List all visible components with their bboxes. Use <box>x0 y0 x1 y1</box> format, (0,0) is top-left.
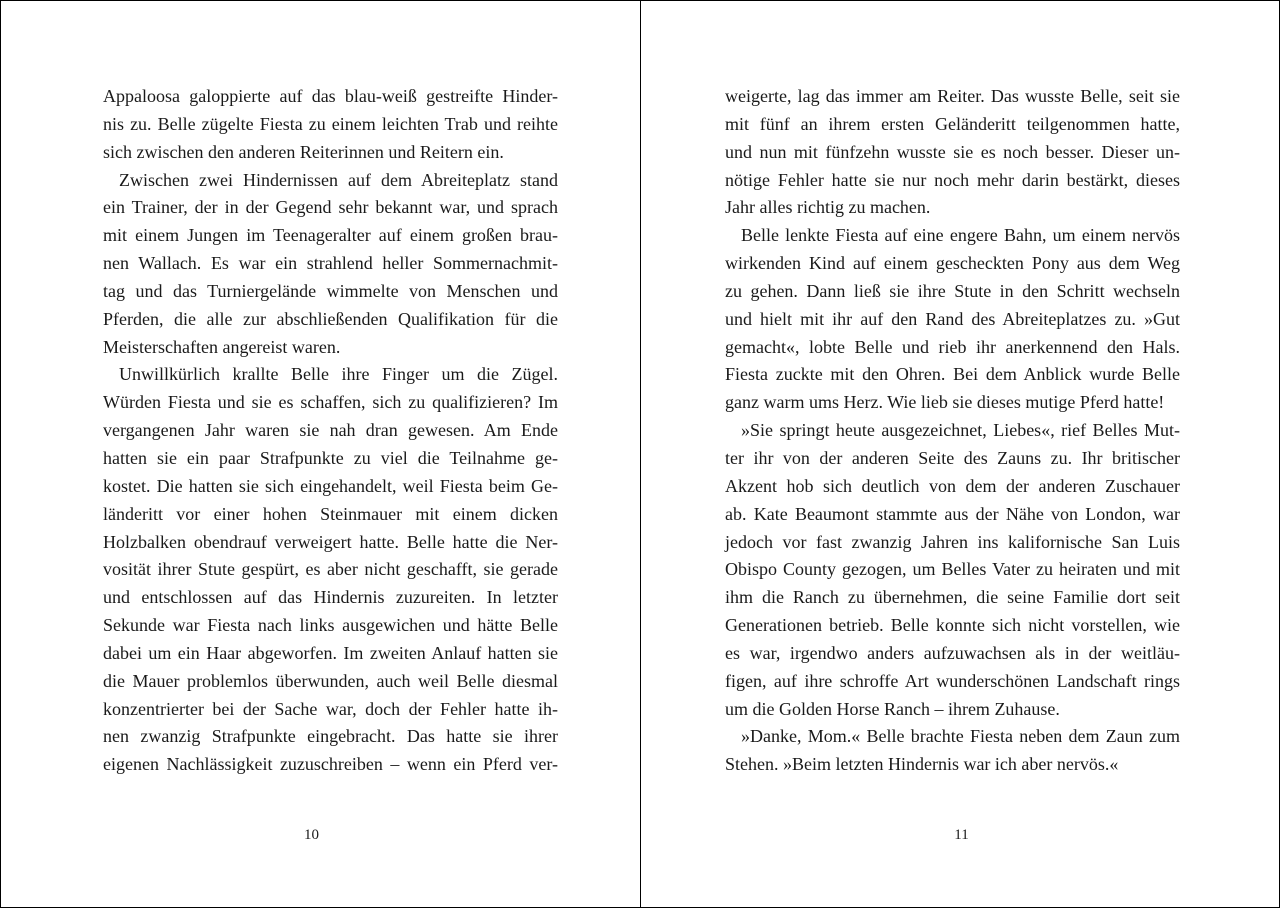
text-line: nen Wallach. Es war ein strahlend heller Sommernachmit- <box>103 253 558 274</box>
text-line: Obispo County gezogen, um Belles Vater zu heiraten und mit <box>725 559 1180 580</box>
text-line: die Mauer problemlos überwunden, auch weil Belle diesmal <box>103 670 558 691</box>
text-line: figen, auf ihre schroffe Art wunderschönen Landschaft rings <box>725 670 1180 691</box>
text-line: Fiesta zuckte mit den Ohren. Bei dem Anblick wurde Belle <box>725 364 1180 385</box>
text-line: hatten sie ein paar Strafpunkte zu viel die Teilnahme ge- <box>103 447 558 468</box>
text-line: Würden Fiesta und sie es schaffen, sich zu qualifizieren? Im <box>103 392 558 413</box>
left-page <box>1 1 640 907</box>
text-line: Stehen. »Beim letzten Hindernis war ich aber nervös.« <box>725 754 1119 775</box>
text-line: Unwillkürlich krallte Belle ihre Finger um die Zügel. <box>119 364 558 385</box>
text-line: zu gehen. Dann ließ sie ihre Stute in den Schritt wechseln <box>725 280 1180 301</box>
text-line: Pferden, die alle zur abschließenden Qualifikation für die <box>103 308 558 329</box>
text-line: dabei um ein Haar abgeworfen. Im zweiten Anlauf hatten sie <box>103 642 558 663</box>
text-line: konzentrierter bei der Sache war, doch der Fehler hatte ih- <box>103 698 558 719</box>
text-line: und hielt mit ihr auf den Rand des Abreiteplatzes zu. »Gut <box>725 308 1180 329</box>
text-line: vosität ihrer Stute gespürt, es aber nicht geschafft, sie gerade <box>103 559 558 580</box>
text-line: ab. Kate Beaumont stammte aus der Nähe von London, war <box>725 503 1180 524</box>
text-line: »Danke, Mom.« Belle brachte Fiesta neben dem Zaun zum <box>741 726 1180 747</box>
text-line: und nun mit fünfzehn wusste sie es noch besser. Dieser un- <box>725 141 1180 162</box>
text-line: Belle lenkte Fiesta auf eine engere Bahn, um einem nervös <box>741 225 1180 246</box>
right-page-number: 11 <box>954 827 969 843</box>
text-line: gemacht«, lobte Belle und rieb ihr anerkennend den Hals. <box>725 336 1180 357</box>
left-page-text <box>103 83 558 779</box>
left-page-number: 10 <box>304 827 319 843</box>
text-line: mit einem Jungen im Teenageralter auf einem großen brau- <box>103 225 558 246</box>
text-line: ganz warm ums Herz. Wie lieb sie dieses mutige Pferd hatte! <box>725 392 1165 413</box>
text-line: Holzbalken obendrauf verweigert hatte. Belle hatte die Ner- <box>103 531 558 552</box>
text-line: um die Golden Horse Ranch – ihrem Zuhause. <box>725 698 1060 719</box>
text-line: ter ihr von der anderen Seite des Zauns zu. Ihr britischer <box>725 447 1180 468</box>
text-line: es war, irgendwo anders aufzuwachsen als in der weitläu- <box>725 642 1180 663</box>
text-line: jedoch vor fast zwanzig Jahren ins kalifornische San Luis <box>725 531 1180 552</box>
text-line: sich zwischen den anderen Reiterinnen und Reitern ein. <box>103 141 504 162</box>
text-line: Jahr alles richtig zu machen. <box>725 197 931 218</box>
text-line: Appaloosa galoppierte auf das blau-weiß gestreifte Hinder- <box>103 86 558 106</box>
right-page <box>641 1 1280 907</box>
text-line: eigenen Nachlässigkeit zuzuschreiben – wenn ein Pferd ver- <box>103 754 558 775</box>
text-line: Zwischen zwei Hindernissen auf dem Abreiteplatz stand <box>119 169 558 190</box>
text-line: nötige Fehler hatte sie nur noch mehr darin bestärkt, dieses <box>725 169 1180 190</box>
text-line: kostet. Die hatten sie sich eingehandelt, weil Fiesta beim Ge- <box>103 475 558 496</box>
right-page-text <box>725 83 1180 779</box>
text-line: nis zu. Belle zügelte Fiesta zu einem leichten Trab und reihte <box>103 113 558 134</box>
text-line: Meisterschaften angereist waren. <box>103 336 341 357</box>
text-line: weigerte, lag das immer am Reiter. Das wusste Belle, seit sie <box>725 86 1180 106</box>
text-line: ihm die Ranch zu übernehmen, die seine Familie dort seit <box>725 587 1180 608</box>
text-line: wirkenden Kind auf einem gescheckten Pony aus dem Weg <box>725 253 1180 274</box>
text-line: »Sie springt heute ausgezeichnet, Liebes«, rief Belles Mut- <box>741 420 1180 441</box>
text-line: vergangenen Jahr waren sie nah dran gewesen. Am Ende <box>103 420 558 441</box>
text-line: Sekunde war Fiesta nach links ausgewichen und hätte Belle <box>103 615 558 636</box>
text-line: mit fünf an ihrem ersten Geländeritt teilgenommen hatte, <box>725 113 1180 134</box>
text-line: Akzent hob sich deutlich von dem der anderen Zuschauer <box>725 475 1180 496</box>
text-line: und entschlossen auf das Hindernis zuzureiten. In letzter <box>103 587 558 608</box>
text-line: ein Trainer, der in der Gegend sehr bekannt war, und sprach <box>103 197 558 218</box>
text-line: tag und das Turniergelände wimmelte von Menschen und <box>103 280 558 301</box>
text-line: Generationen betrieb. Belle konnte sich nicht vorstellen, wie <box>725 615 1180 636</box>
text-line: nen zwanzig Strafpunkte eingebracht. Das hatte sie ihrer <box>103 726 558 747</box>
text-line: länderitt vor einer hohen Steinmauer mit einem dicken <box>103 503 558 524</box>
